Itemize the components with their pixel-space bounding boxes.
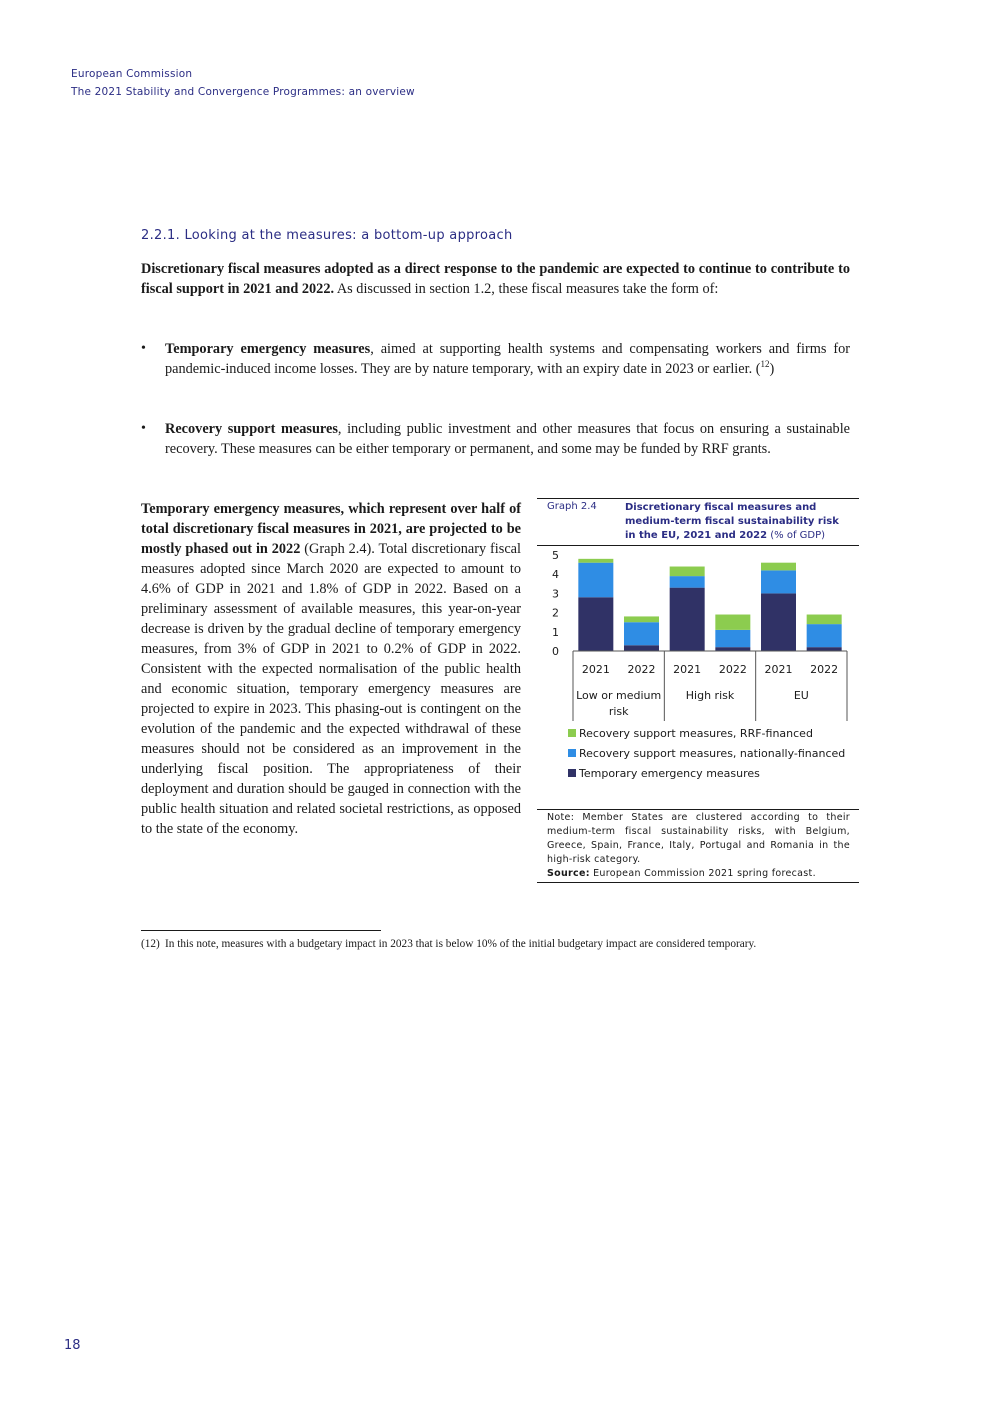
y-tick-label: 5 [552,549,559,562]
intro-rest: As discussed in section 1.2, these fiscal measures take the form of: [334,281,719,297]
bar-segment [715,647,750,651]
y-tick-label: 4 [552,568,559,582]
footnote [141,937,850,952]
graph-box [537,498,859,883]
stacked-bar-chart [537,546,859,808]
x-tick-label: 2022 [810,663,839,676]
group-label: EU [793,689,809,702]
y-tick-label: 0 [552,645,559,658]
source-text: European Commission 2021 spring forecast. [589,868,816,879]
legend-label: Temporary emergency measures [579,767,760,780]
header-doc-title: The 2021 Stability and Convergence Programmes: an overview [71,86,415,98]
bullet-text [165,339,850,379]
x-tick-label: 2022 [627,663,656,676]
graph-top-rule [537,498,859,499]
footnote-marker: (12) [141,938,160,950]
graph-bottom-rule [537,882,859,883]
graph-note-rule [537,809,859,810]
x-tick-label: 2021 [673,663,702,676]
graph-title-text: Discretionary fiscal measures and medium-term fiscal sustainability risk in the EU, 2021 and 2022 [625,502,839,541]
footnote-text: In this note, measures with a budgetary impact in 2023 that is below 10% of the initial budgetary impact are considered temporary. [165,938,757,950]
bar-segment [761,563,796,571]
legend-label: Recovery support measures, nationally-financed [579,747,846,760]
bar-segment [578,597,613,651]
group-label: Low or medium [576,689,662,702]
page-number: 18 [64,1338,81,1353]
graph-number: Graph 2.4 [547,501,597,512]
legend-swatch [568,749,576,757]
graph-source [547,867,850,881]
legend-swatch [568,769,576,777]
source-label: Source: [547,868,590,879]
y-tick-label: 2 [552,606,559,620]
bar-segment [578,563,613,598]
bullet-text [165,419,850,459]
body-paragraph [141,499,521,839]
bar-segment [761,593,796,651]
bar-segment [624,622,659,645]
bar-segment [715,630,750,647]
bar-segment [807,615,842,625]
bar-segment [715,615,750,630]
y-tick-label: 1 [552,625,559,639]
bar-segment [670,588,705,651]
legend-label: Recovery support measures, RRF-financed [579,727,813,740]
graph-unit: (% of GDP) [767,530,826,541]
graph-note: Note: Member States are clustered according to their medium-term fiscal sustainability risks, with Belgium, Greece, Spain, France, Italy, Portugal and Romania in the high-risk category. [547,812,850,865]
bullet-dot-icon: • [141,421,146,436]
bar-segment [578,559,613,563]
bullet-bold: Temporary emergency measures [165,341,371,357]
section-heading: 2.2.1. Looking at the measures: a bottom-up approach [141,228,513,243]
para-rest: (Graph 2.4). Total discretionary fiscal measures adopted since March 2020 are expected to amount to 4.6% of GDP in 2021 and 1.8% of GDP in 2022. Based on a preliminary assessment of available measures, this year-on-year decrease is driven by the gradual decline of temporary emergency measures, from 3% of GDP in 2021 to 0.2% of GDP in 2022. Consistent with the expected normalisation of the public health and economic situation, temporary emergency measures are projected to expire in 2023. This phasing-out is contingent on the evolution of the pandemic and the expected withdrawal of these measures should not be considered as an improvement in the underlying fiscal position. The appropriateness of their deployment and duration should be gauged in connection with the public health situation and related societal restrictions, as opposed to the state of the economy. [141,541,522,837]
bullet-rest: , aimed at supporting health systems and compensating workers and firms for pandemic-induced income losses. They are by nature temporary, with an expiry date in 2023 or earlier. ( [165,341,851,377]
intro-bold: Discretionary fiscal measures adopted as a direct response to the pandemic are expected to continue to contribute to fiscal support in 2021 and 2022. [141,261,850,297]
header-org: European Commission [71,68,193,80]
x-tick-label: 2021 [764,663,793,676]
bullet-dot-icon: • [141,341,146,356]
bar-segment [670,567,705,577]
bar-segment [670,576,705,588]
bullet-rest: , including public investment and other measures that focus on ensuring a sustainable recovery. These measures can be either temporary or permanent, and some may be funded by RRF grants. [165,421,851,457]
group-label: High risk [685,689,735,702]
footnote-ref[interactable]: 12 [760,359,770,370]
bullet-close: ) [769,361,775,377]
intro-paragraph [141,259,850,299]
bar-segment [807,624,842,647]
group-label: risk [608,705,629,718]
bullet-bold: Recovery support measures [165,421,338,437]
para-bold: Temporary emergency measures, which represent over half of total discretionary fiscal measures in 2021, are projected to be mostly phased out in 2022 [141,501,521,557]
bar-segment [761,570,796,593]
x-tick-label: 2021 [581,663,610,676]
graph-title [625,501,850,543]
bar-segment [624,645,659,651]
footnote-rule [141,930,381,931]
legend-swatch [568,729,576,737]
x-tick-label: 2022 [718,663,747,676]
bar-segment [807,647,842,651]
y-tick-label: 3 [552,587,559,601]
bar-segment [624,616,659,622]
